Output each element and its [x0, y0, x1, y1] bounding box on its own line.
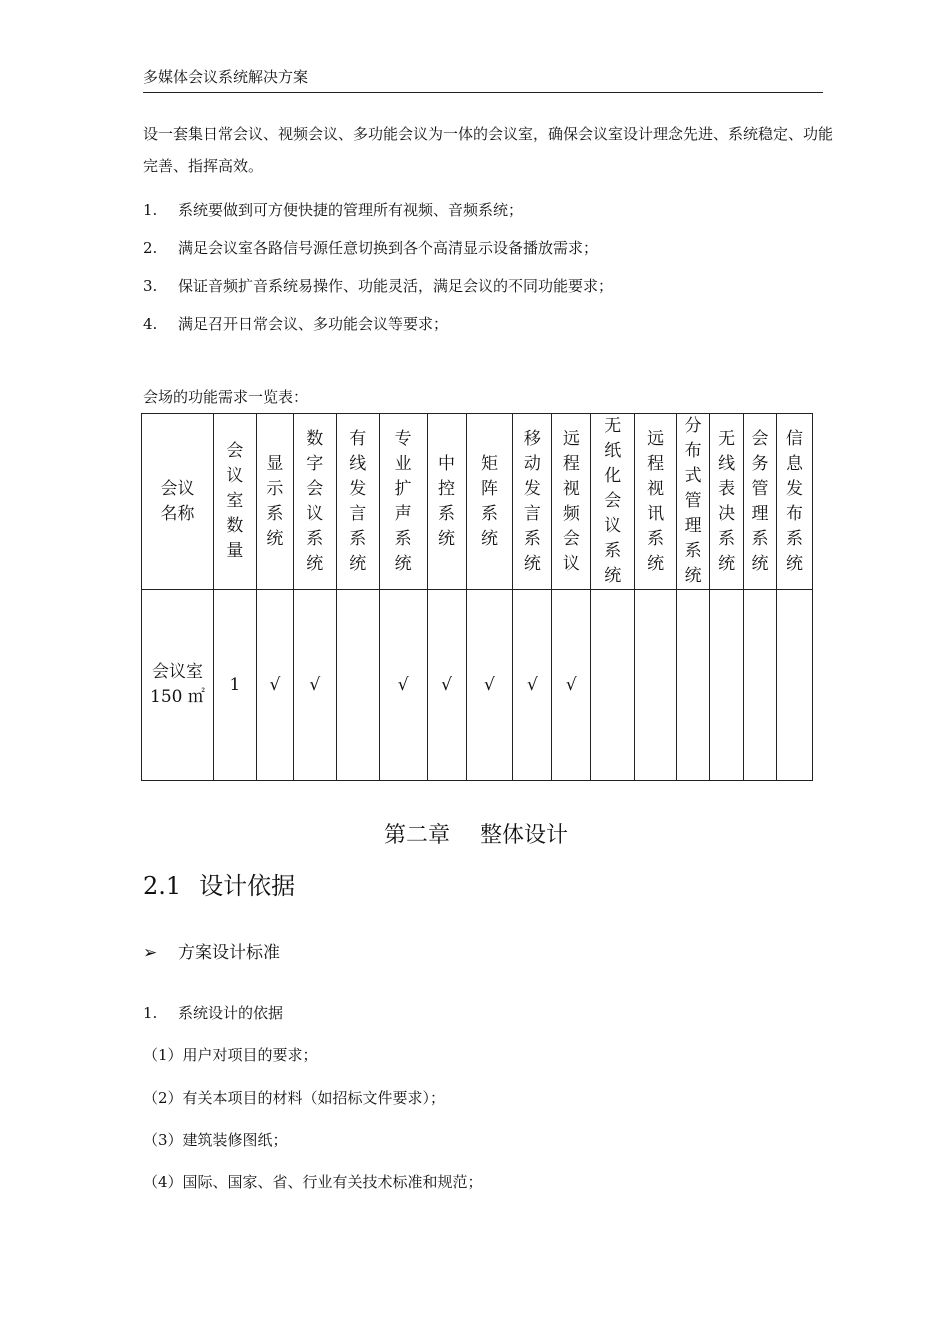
arrow-bullet-icon: ➢: [143, 943, 158, 963]
table-cell: 会议室 150 ㎡: [142, 590, 214, 781]
table-cell: [777, 590, 813, 781]
table-cell: √: [466, 590, 513, 781]
header-cell: 信息发布系统: [777, 414, 813, 590]
header-cell: 专业扩声系统: [379, 414, 427, 590]
header-cell: 分布式管理系统: [677, 414, 710, 590]
header-cell: 会议室数量: [213, 414, 256, 590]
header-cell: 会议名称: [142, 414, 214, 590]
requirement-text: 保证音频扩音系统易操作、功能灵活，满足会议的不同功能要求；: [178, 277, 614, 295]
requirements-table: [141, 413, 813, 781]
intro-paragraph: 设一套集日常会议、视频会议、多功能会议为一体的会议室，确保会议室设计理念先进、系统稳定、功能完善、指挥高效。: [143, 125, 834, 175]
header-cell: 移动发言系统: [513, 414, 552, 590]
basis-item: （4）国际、国家、省、行业有关技术标准和规范；: [143, 1173, 483, 1191]
basis-item: （2）有关本项目的材料（如招标文件要求）；: [143, 1089, 446, 1107]
basis-item: （1）用户对项目的要求；: [143, 1046, 318, 1064]
requirement-text: 满足会议室各路信号源任意切换到各个高清显示设备播放需求；: [178, 239, 599, 257]
header-cell: 无纸化会议系统: [591, 414, 635, 590]
table-cell: [591, 590, 635, 781]
table-cell: [710, 590, 744, 781]
table-cell: √: [256, 590, 293, 781]
table-header-row: [142, 414, 813, 590]
basis-item: （3）建筑装修图纸；: [143, 1131, 288, 1149]
header-cell: 远程视频会议: [552, 414, 591, 590]
header-cell: 有线发言系统: [336, 414, 379, 590]
requirement-number: 4.: [143, 315, 158, 333]
chapter-title: 整体设计: [480, 823, 569, 848]
requirement-item: [143, 313, 448, 334]
requirement-text: 系统要做到可方便快捷的管理所有视频、音频系统；: [178, 201, 524, 219]
requirement-item: [143, 275, 613, 296]
table-cell: [744, 590, 777, 781]
requirement-item: [143, 199, 523, 220]
table-cell: √: [552, 590, 591, 781]
table-caption: 会场的功能需求一览表：: [143, 388, 309, 406]
header-cell: 远程视讯系统: [635, 414, 677, 590]
chapter-heading: [384, 818, 568, 849]
header-cell: 中控系统: [427, 414, 466, 590]
table-cell: [336, 590, 379, 781]
basis-number: 1.: [143, 1004, 158, 1022]
chapter-number: 第二章: [384, 823, 451, 848]
table-cell: [635, 590, 677, 781]
header-cell: 无线表决系统: [710, 414, 744, 590]
requirement-text: 满足召开日常会议、多功能会议等要求；: [178, 315, 449, 333]
header-cell: 数字会议系统: [293, 414, 336, 590]
bullet-heading: [143, 938, 280, 963]
requirement-number: 3.: [143, 277, 158, 295]
table-row: [142, 590, 813, 781]
section-number: 2.1: [143, 872, 182, 900]
requirement-number: 2.: [143, 239, 158, 257]
table-cell: √: [427, 590, 466, 781]
section-title: 设计依据: [199, 872, 296, 900]
bullet-text: 方案设计标准: [178, 943, 280, 963]
requirement-item: [143, 237, 598, 258]
table-cell: √: [379, 590, 427, 781]
table-cell: √: [513, 590, 552, 781]
header-cell: 显示系统: [256, 414, 293, 590]
table-cell: √: [293, 590, 336, 781]
header-cell: 矩阵系统: [466, 414, 513, 590]
requirement-number: 1.: [143, 201, 158, 219]
basis-heading: [143, 1002, 283, 1023]
section-heading: [143, 866, 295, 901]
table-cell: [677, 590, 710, 781]
page-header: 多媒体会议系统解决方案: [143, 66, 823, 93]
header-cell: 会务管理系统: [744, 414, 777, 590]
basis-text: 系统设计的依据: [178, 1004, 284, 1022]
table-cell: 1: [213, 590, 256, 781]
